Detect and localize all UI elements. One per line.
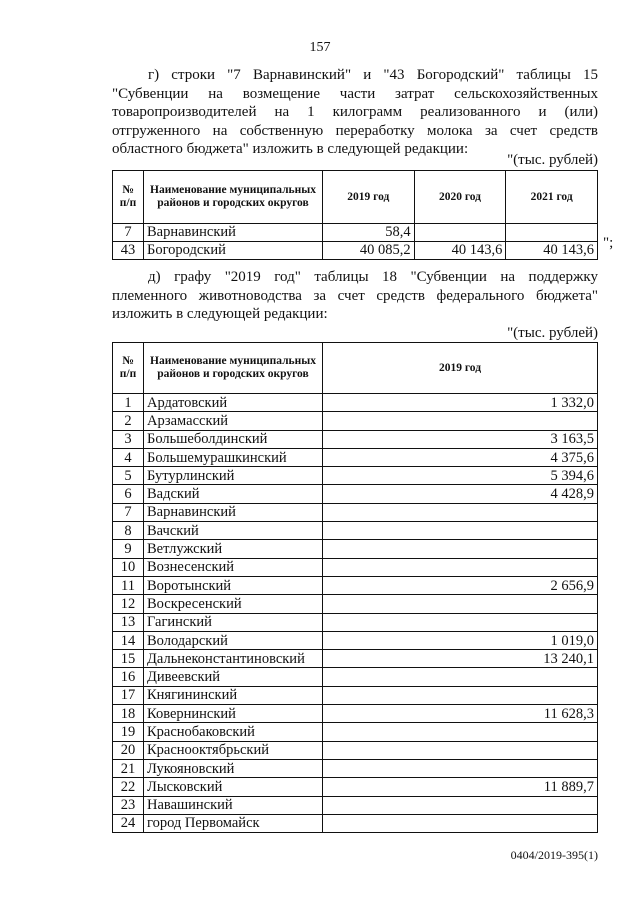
value-2019 bbox=[323, 522, 598, 540]
col-header-2019: 2019 год bbox=[323, 171, 415, 224]
value-2019: 1 019,0 bbox=[323, 631, 598, 649]
row-number: 9 bbox=[113, 540, 144, 558]
value-2019: 13 240,1 bbox=[323, 650, 598, 668]
table-row bbox=[113, 759, 598, 777]
row-number: 22 bbox=[113, 778, 144, 796]
table-row bbox=[113, 394, 598, 412]
value-2019 bbox=[323, 741, 598, 759]
table-row bbox=[113, 814, 598, 832]
district-name: Вознесенский bbox=[144, 558, 323, 576]
table-row bbox=[113, 522, 598, 540]
table-row bbox=[113, 485, 598, 503]
value-2019: 2 656,9 bbox=[323, 576, 598, 594]
row-number: 6 bbox=[113, 485, 144, 503]
district-name: Воскресенский bbox=[144, 595, 323, 613]
row-number: 5 bbox=[113, 467, 144, 485]
row-number: 18 bbox=[113, 705, 144, 723]
district-name: Володарский bbox=[144, 631, 323, 649]
col-header-name: Наименование муниципальных районов и городских округов bbox=[144, 171, 323, 224]
district-name: Варнавинский bbox=[144, 224, 323, 242]
district-name: Ковернинский bbox=[144, 705, 323, 723]
district-name: Большемурашкинский bbox=[144, 448, 323, 466]
district-name: Лукояновский bbox=[144, 759, 323, 777]
value-2019: 11 628,3 bbox=[323, 705, 598, 723]
col-header-2020: 2020 год bbox=[414, 171, 506, 224]
district-name: Лысковский bbox=[144, 778, 323, 796]
table-15-excerpt bbox=[112, 170, 598, 260]
row-number: 16 bbox=[113, 668, 144, 686]
unit-label-1: "(тыс. рублей) bbox=[507, 152, 598, 168]
document-code: 0404/2019-395(1) bbox=[510, 848, 598, 862]
row-number: 19 bbox=[113, 723, 144, 741]
district-name: Арзамасский bbox=[144, 412, 323, 430]
row-number: 7 bbox=[113, 224, 144, 242]
district-name: город Первомайск bbox=[144, 814, 323, 832]
value-2019: 40 085,2 bbox=[323, 242, 415, 260]
page-number: 157 bbox=[309, 40, 331, 55]
row-number: 8 bbox=[113, 522, 144, 540]
row-number: 13 bbox=[113, 613, 144, 631]
table-row bbox=[113, 796, 598, 814]
value-2021 bbox=[506, 224, 598, 242]
unit-label-2: "(тыс. рублей) bbox=[507, 325, 598, 341]
paragraph-g-text: г) строки "7 Варнавинский" и "43 Богородский" таблицы 15 "Субвенции на возмещение части затрат сельскохозяйственных товаропроизводителей на 1 килограмм реализованного и (или) отгруженного на собственную переработку молока за счет средств областного бюджета" изложить в следующей редакции: bbox=[112, 67, 598, 157]
value-2019: 4 428,9 bbox=[323, 485, 598, 503]
table-body bbox=[113, 394, 598, 833]
table-row bbox=[113, 705, 598, 723]
district-name: Вадский bbox=[144, 485, 323, 503]
table-row bbox=[113, 613, 598, 631]
col-header-2021: 2021 год bbox=[506, 171, 598, 224]
district-name: Вачский bbox=[144, 522, 323, 540]
row-number: 1 bbox=[113, 394, 144, 412]
row-number: 2 bbox=[113, 412, 144, 430]
value-2019 bbox=[323, 796, 598, 814]
district-name: Краснооктябрьский bbox=[144, 741, 323, 759]
district-name: Большеболдинский bbox=[144, 430, 323, 448]
col-header-num: № п/п bbox=[113, 171, 144, 224]
row-number: 15 bbox=[113, 650, 144, 668]
value-2020 bbox=[414, 224, 506, 242]
district-name: Гагинский bbox=[144, 613, 323, 631]
table-row bbox=[113, 723, 598, 741]
value-2019 bbox=[323, 540, 598, 558]
district-name: Ветлужский bbox=[144, 540, 323, 558]
table-row bbox=[113, 540, 598, 558]
table-row bbox=[113, 430, 598, 448]
paragraph-d bbox=[112, 268, 598, 324]
col-header-name: Наименование муниципальных районов и городских округов bbox=[144, 343, 323, 394]
value-2019 bbox=[323, 814, 598, 832]
district-name: Воротынский bbox=[144, 576, 323, 594]
row-number: 24 bbox=[113, 814, 144, 832]
district-name: Варнавинский bbox=[144, 503, 323, 521]
table-row bbox=[113, 576, 598, 594]
table-row bbox=[113, 558, 598, 576]
district-name: Княгининский bbox=[144, 686, 323, 704]
row-number: 43 bbox=[113, 242, 144, 260]
row-number: 3 bbox=[113, 430, 144, 448]
row-number: 4 bbox=[113, 448, 144, 466]
value-2019 bbox=[323, 595, 598, 613]
value-2019 bbox=[323, 558, 598, 576]
table-row bbox=[113, 412, 598, 430]
col-header-2019: 2019 год bbox=[323, 343, 598, 394]
value-2020: 40 143,6 bbox=[414, 242, 506, 260]
value-2019 bbox=[323, 723, 598, 741]
value-2019 bbox=[323, 412, 598, 430]
district-name: Ардатовский bbox=[144, 394, 323, 412]
value-2019: 58,4 bbox=[323, 224, 415, 242]
value-2019: 1 332,0 bbox=[323, 394, 598, 412]
district-name: Дальнеконстантиновский bbox=[144, 650, 323, 668]
district-name: Богородский bbox=[144, 242, 323, 260]
row-number: 11 bbox=[113, 576, 144, 594]
table-closing-quote: "; bbox=[603, 235, 614, 251]
row-number: 23 bbox=[113, 796, 144, 814]
value-2019 bbox=[323, 686, 598, 704]
value-2021: 40 143,6 bbox=[506, 242, 598, 260]
paragraph-d-text: д) графу "2019 год" таблицы 18 "Субвенции на поддержку племенного животноводства за счет средств федерального бюджета" изложить в следующей редакции: bbox=[112, 269, 598, 322]
district-name: Краснобаковский bbox=[144, 723, 323, 741]
table-row bbox=[113, 668, 598, 686]
table-row bbox=[113, 595, 598, 613]
value-2019: 3 163,5 bbox=[323, 430, 598, 448]
row-number: 17 bbox=[113, 686, 144, 704]
table-row bbox=[113, 631, 598, 649]
row-number: 21 bbox=[113, 759, 144, 777]
row-number: 10 bbox=[113, 558, 144, 576]
paragraph-g bbox=[112, 66, 598, 159]
row-number: 12 bbox=[113, 595, 144, 613]
table-row bbox=[113, 242, 598, 260]
table-row bbox=[113, 224, 598, 242]
table-row bbox=[113, 503, 598, 521]
value-2019 bbox=[323, 668, 598, 686]
row-number: 7 bbox=[113, 503, 144, 521]
district-name: Дивеевский bbox=[144, 668, 323, 686]
col-header-num: № п/п bbox=[113, 343, 144, 394]
value-2019: 4 375,6 bbox=[323, 448, 598, 466]
value-2019 bbox=[323, 503, 598, 521]
table-row bbox=[113, 650, 598, 668]
row-number: 14 bbox=[113, 631, 144, 649]
district-name: Навашинский bbox=[144, 796, 323, 814]
value-2019 bbox=[323, 613, 598, 631]
table-row bbox=[113, 778, 598, 796]
district-name: Бутурлинский bbox=[144, 467, 323, 485]
value-2019: 5 394,6 bbox=[323, 467, 598, 485]
table-row bbox=[113, 467, 598, 485]
table-row bbox=[113, 448, 598, 466]
table-row bbox=[113, 686, 598, 704]
table-18-column-2019 bbox=[112, 342, 598, 833]
value-2019: 11 889,7 bbox=[323, 778, 598, 796]
row-number: 20 bbox=[113, 741, 144, 759]
value-2019 bbox=[323, 759, 598, 777]
table-row bbox=[113, 741, 598, 759]
